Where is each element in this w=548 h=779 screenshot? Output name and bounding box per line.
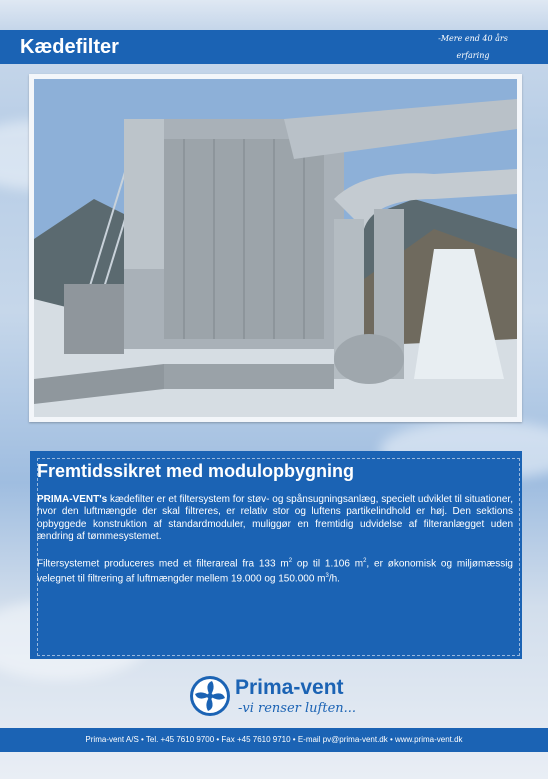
page-title: Kædefilter xyxy=(20,36,119,58)
paragraph-1 xyxy=(37,494,513,544)
filter-installation-photo xyxy=(34,79,517,417)
paragraph-2 xyxy=(37,555,513,586)
section-heading: Fremtidssikret med modulopbygning xyxy=(37,461,355,481)
superscript: 2 xyxy=(288,557,293,564)
brand-name: PRIMA-VENT's xyxy=(37,494,108,505)
paragraph-2-text-a: Filtersystemet produceres med et filterareal fra 133 m xyxy=(37,557,289,569)
filter-installation-illustration xyxy=(34,79,517,417)
superscript: 2 xyxy=(363,557,367,564)
paragraph-2-text-b: op til 1.106 m xyxy=(292,557,364,569)
paragraph-2-text-c: , er økonomisk og miljømæssig velegnet til filtrering af luftmængder mellem 19.000 og 150.000 m xyxy=(37,557,513,585)
logo-name: Prima-vent xyxy=(235,676,344,699)
company-logo[interactable] xyxy=(190,674,370,720)
footer-contact: Prima-vent A/S • Tel. +45 7610 9700 • Fax +45 7610 9710 • E-mail pv@prima-vent.dk • www.prima-vent.dk xyxy=(85,735,463,744)
header-tagline: -Mere end 40 års erfaring xyxy=(438,34,508,60)
photo-frame xyxy=(29,74,522,422)
fan-propeller-icon xyxy=(190,676,230,716)
top-band xyxy=(0,0,548,30)
paragraph-2-text-d: /h. xyxy=(328,573,340,585)
superscript: 3 xyxy=(325,573,329,580)
paragraph-1-text: kædefilter er et filtersystem for støv- og spånsugningsanlæg, specielt udviklet til situationer, hvor den luftmængde der skal filtreres, er relativ stor og luftens partikelindhold er høj. Den sektions opbyggede konstruktion af standardmoduler, muliggør en fremtidig udvidelse af filteranlægget uden ændring af tømmesystemet. xyxy=(37,494,513,543)
section-body xyxy=(37,494,513,597)
logo-slogan: -vi renser luften... xyxy=(238,701,357,716)
